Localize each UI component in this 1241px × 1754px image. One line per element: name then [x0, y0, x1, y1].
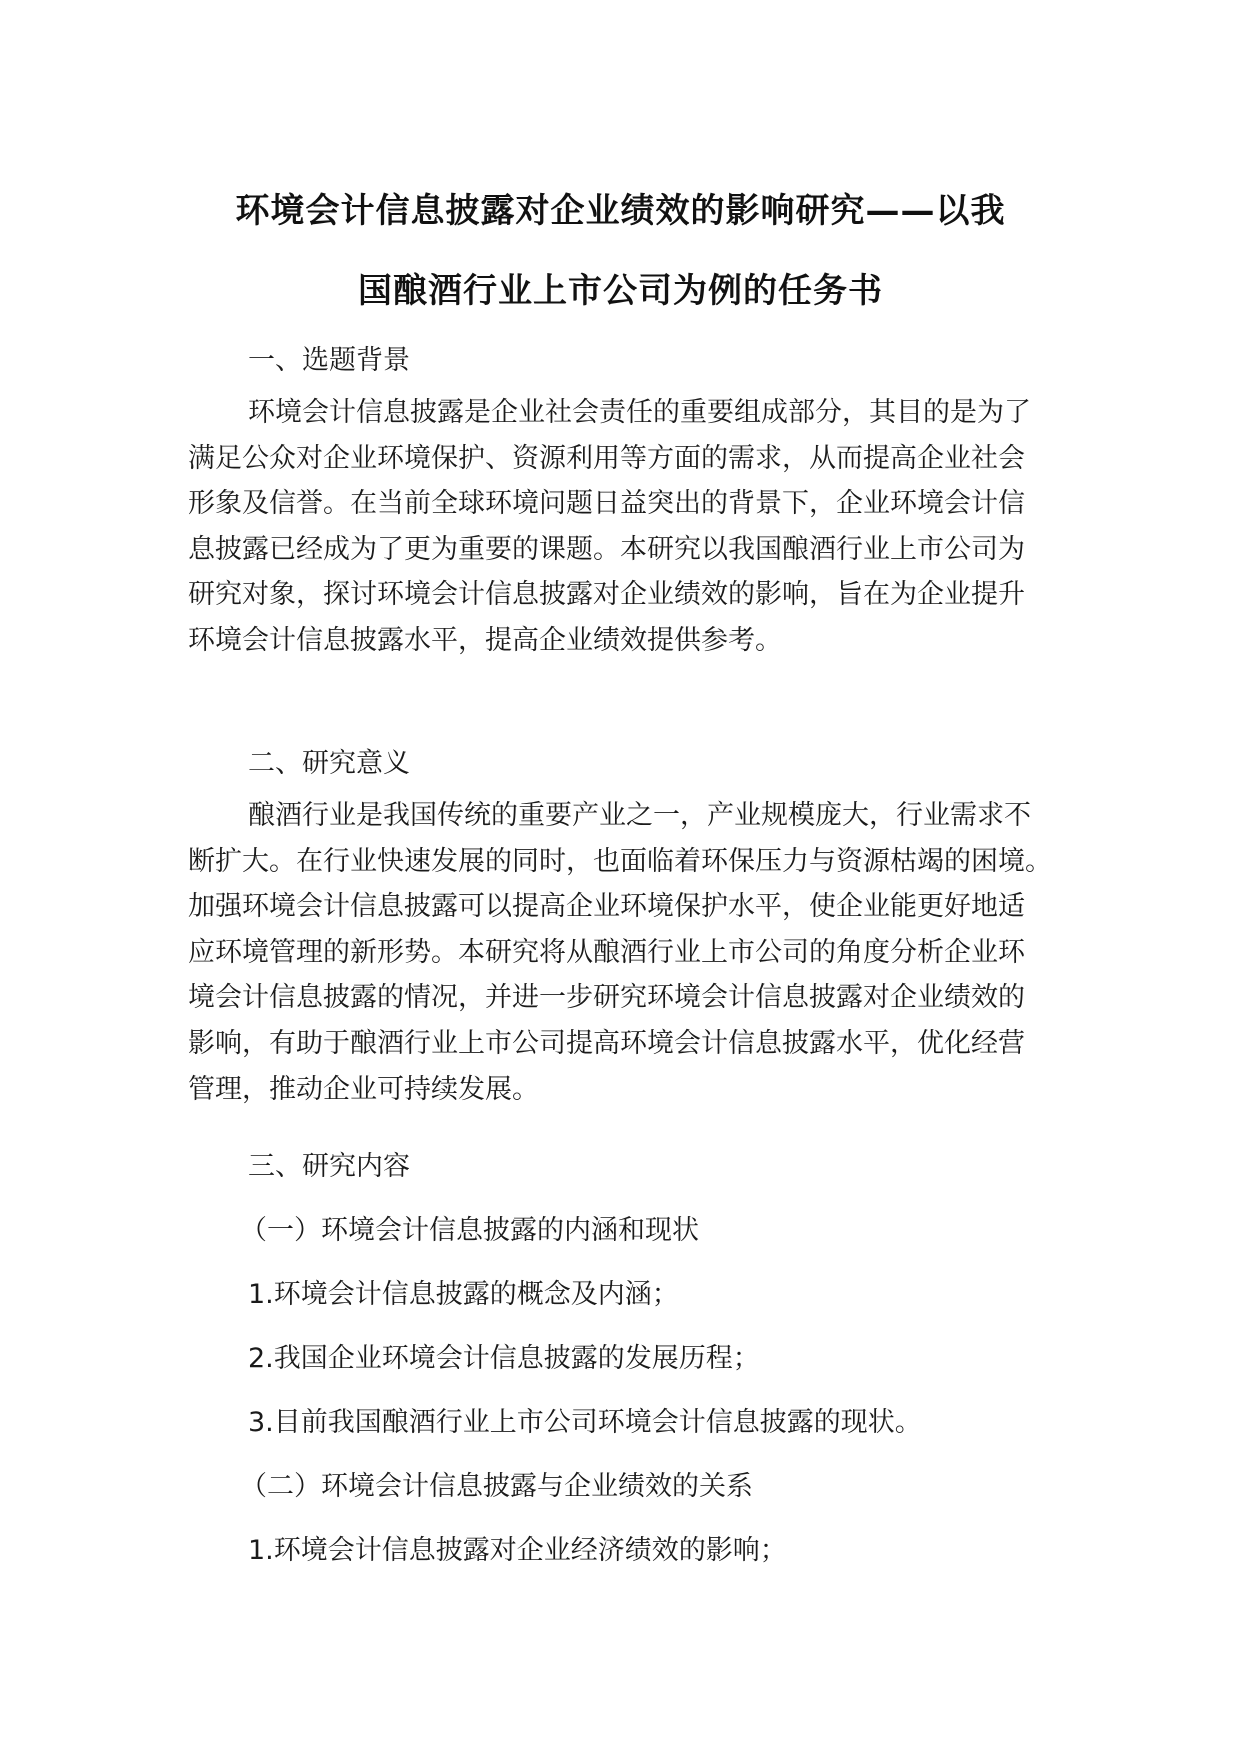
paragraph-line: 应环境管理的新形势。本研究将从酿酒行业上市公司的角度分析企业环 [188, 936, 1025, 968]
paragraph-line: 满足公众对企业环境保护、资源利用等方面的需求，从而提高企业社会 [188, 442, 1025, 474]
list-item: 2.我国企业环境会计信息披露的发展历程； [248, 1343, 760, 1374]
paragraph-line: 加强环境会计信息披露可以提高企业环境保护水平，使企业能更好地适 [188, 891, 1025, 923]
paragraph-line: 研究对象，探讨环境会计信息披露对企业绩效的影响，旨在为企业提升 [188, 579, 1025, 611]
section-heading-content: 三、研究内容 [248, 1151, 410, 1182]
list-item: 1.环境会计信息披露对企业经济绩效的影响； [248, 1535, 787, 1566]
paragraph-significance [188, 793, 1068, 1112]
section-heading-background: 一、选题背景 [248, 345, 410, 376]
paragraph-line: 境会计信息披露的情况，并进一步研究环境会计信息披露对企业绩效的 [188, 982, 1025, 1014]
paragraph-line: 影响，有助于酿酒行业上市公司提高环境会计信息披露水平，优化经营 [188, 1027, 1025, 1059]
paragraph-line: 息披露已经成为了更为重要的课题。本研究以我国酿酒行业上市公司为 [188, 533, 1025, 565]
document-title-line-2: 国酿酒行业上市公司为例的任务书 [358, 271, 883, 311]
paragraph-line: 管理，推动企业可持续发展。 [188, 1073, 539, 1105]
list-item: 1.环境会计信息披露的概念及内涵； [248, 1279, 679, 1310]
paragraph-line: 酿酒行业是我国传统的重要产业之一，产业规模庞大，行业需求不 [248, 800, 1031, 831]
section-heading-significance: 二、研究意义 [248, 748, 410, 779]
paragraph-line: 环境会计信息披露是企业社会责任的重要组成部分，其目的是为了 [248, 397, 1031, 428]
paragraph-line: 环境会计信息披露水平，提高企业绩效提供参考。 [188, 624, 782, 656]
subsection-heading-2: （二）环境会计信息披露与企业绩效的关系 [240, 1471, 753, 1502]
subsection-heading-1: （一）环境会计信息披露的内涵和现状 [240, 1215, 699, 1246]
paragraph-line: 断扩大。在行业快速发展的同时，也面临着环保压力与资源枯竭的困境。 [188, 845, 1052, 877]
list-item: 3.目前我国酿酒行业上市公司环境会计信息披露的现状。 [248, 1407, 922, 1438]
document-title-line-1: 环境会计信息披露对企业绩效的影响研究——以我 [235, 191, 1006, 231]
paragraph-line: 形象及信誉。在当前全球环境问题日益突出的背景下，企业环境会计信 [188, 488, 1025, 520]
paragraph-background [188, 390, 1068, 664]
